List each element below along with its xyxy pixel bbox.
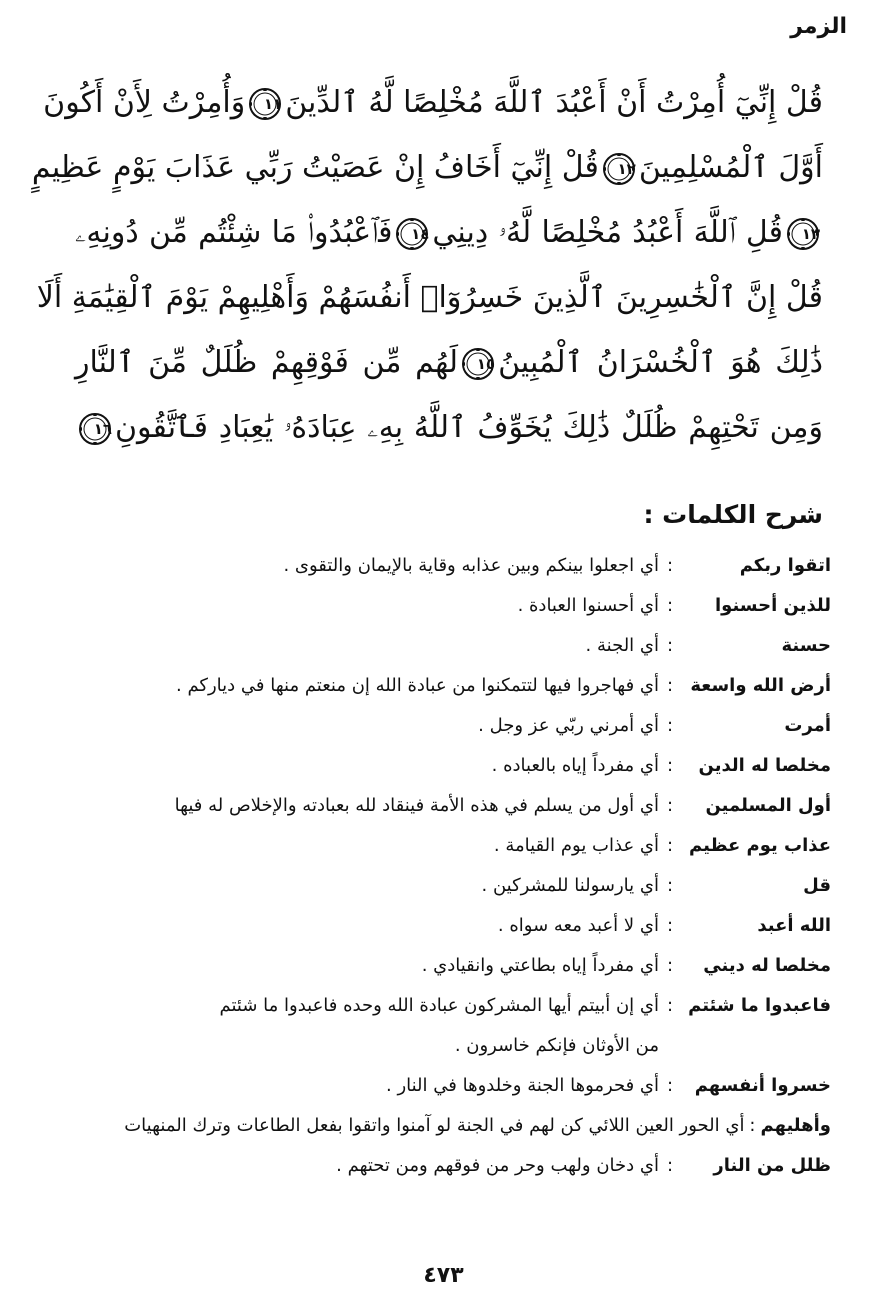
glossary-list [51,546,831,1186]
glossary-entry [51,866,831,906]
separator-colon: : [666,875,674,896]
verse-text: قُلْ إِنِّيٓ أَخَافُ إِنْ عَصَيْتُ رَبِّي عَذَابَ يَوْمٍ عَظِيمٍ [31,150,599,185]
glossary-definition: أي مفرداً إياه بطاعتي وانقيادي . [421,955,659,976]
glossary-definition: أي الجنة . [585,635,659,656]
verse-text: قُلْ إِنَّ ٱلْخَٰسِرِينَ ٱلَّذِينَ خَسِرُوٓا۟ أَنفُسَهُمْ وَأَهْلِيهِمْ يَوْمَ ٱلْقِيَٰمَةِ أَلَا [36,280,823,315]
glossary-entry [51,546,831,586]
glossary-entry [51,1146,831,1186]
separator-colon: : [666,715,674,736]
ayah-number-marker [786,217,820,251]
glossary-definition: أي فهاجروا فيها لتتمكنوا من عبادة الله إن منعتم منها في دياركم . [176,675,659,696]
verse-text: وَأُمِرْتُ لِأَنْ أَكُونَ [43,85,246,120]
separator-colon: : [666,675,674,696]
verse-line [36,265,823,330]
verse-text: قُلِ ٱللَّهَ أَعْبُدُ مُخْلِصًا لَّهُۥ دِينِي [432,215,783,250]
page-number: ٤٧٣ [423,1263,464,1288]
ayah-number-marker [395,217,429,251]
verse-line [75,200,823,265]
verse-line [75,330,823,395]
glossary-term: أول المسلمين [705,795,831,816]
glossary-definition: أي فحرموها الجنة وخلدوها في النار . [386,1075,659,1096]
glossary-term: خسروا أنفسهم [694,1075,831,1096]
glossary-entry [51,706,831,746]
verse-text: وَمِن تَحْتِهِمْ ظُلَلٌ ذَٰلِكَ يُخَوِّفُ ٱللَّهُ بِهِۦ عِبَادَهُۥ يَٰعِبَادِ فَٱتَّقُونِ [115,410,823,445]
separator-colon: : [666,955,674,976]
ayah-number-marker [461,347,495,381]
glossary-term: مخلصا له ديني [703,955,831,976]
glossary-term: قل [803,875,831,896]
verse-text: أَوَّلَ ٱلْمُسْلِمِينَ [638,150,823,185]
glossary-term: وأهليهم [760,1115,831,1136]
verse-text: لَهُم مِّن فَوْقِهِمْ ظُلَلٌ مِّنَ ٱلنَّارِ [75,345,459,380]
surah-name: الزمر [790,14,847,39]
glossary-term: أمرت [784,715,831,736]
separator-colon: : [666,635,674,656]
ayah-number: ١٣ [801,224,820,243]
glossary-term: أرض الله واسعة [690,675,831,696]
glossary-entry [51,626,831,666]
separator-colon: : [666,915,674,936]
glossary-term: ظلل من النار [713,1155,831,1176]
separator-colon: : [666,555,674,576]
glossary-definition: أي لا أعبد معه سواه . [497,915,659,936]
verse-text: قُلْ إِنِّيٓ أُمِرْتُ أَنْ أَعْبُدَ ٱللَّهَ مُخْلِصًا لَّهُ ٱلدِّينَ [285,85,823,120]
verse-text: ذَٰلِكَ هُوَ ٱلْخُسْرَانُ ٱلْمُبِينُ [498,345,823,380]
separator-colon: : [666,595,674,616]
separator-colon: : [666,755,674,776]
glossary-entry [51,586,831,626]
ayah-number: ١٥ [476,354,496,373]
glossary-definition: أي دخان ولهب وحر من فوقهم ومن تحتهم . [336,1155,659,1176]
ayah-number: ١٤ [411,224,430,243]
glossary-entry [51,946,831,986]
glossary-definition: أي الحور العين اللائي كن لهم في الجنة لو آمنوا واتقوا بفعل الطاعات وترك المنهيات [124,1115,745,1136]
verse-line [75,395,823,460]
ayah-number-marker [248,87,282,121]
glossary-definition: أي عذاب يوم القيامة . [493,835,659,856]
glossary-entry [51,906,831,946]
glossary-entry [51,746,831,786]
glossary-definition: أي أمرني ربّي عز وجل . [478,715,659,736]
ayah-number-marker [602,152,636,186]
ayah-number: ١٦ [93,419,112,438]
glossary-definition: أي مفرداً إياه بالعباده . [491,755,659,776]
glossary-entry [51,826,831,866]
ayah-number-marker [78,412,112,446]
glossary-term: حسنة [781,635,831,656]
verse-text: فَٱعْبُدُوا۟ مَا شِئْتُم مِّن دُونِهِۦ [75,215,393,250]
glossary-term: للذين أحسنوا [715,595,831,616]
glossary-definition: أي أول من يسلم في هذه الأمة فينقاد لله بعبادته والإخلاص له فيها [174,795,659,816]
separator-colon: : [666,795,674,816]
glossary-entry [51,786,831,826]
separator-colon: : [666,1155,674,1176]
separator-colon: : [666,835,674,856]
glossary-entry [51,1066,831,1106]
glossary-term: اتقوا ربكم [739,555,831,576]
glossary-definition: أي إن أبيتم أيها المشركون عبادة الله وحده فاعبدوا ما شئتم [219,995,659,1016]
glossary-entry [51,666,831,706]
glossary-definition: أي اجعلوا بينكم وبين عذابه وقاية بالإيمان والتقوى . [283,555,659,576]
glossary-definition: أي يارسولنا للمشركين . [481,875,659,896]
ayah-number: ١١ [263,94,283,113]
glossary-entry [51,986,831,1026]
glossary-term: عذاب يوم عظيم [688,835,831,856]
separator-colon: : [666,995,674,1016]
glossary-term: مخلصا له الدين [698,755,831,776]
quran-verses [31,70,823,460]
glossary-term: الله أعبد [757,915,831,936]
separator-colon: : [749,1115,756,1136]
verse-line [43,70,823,135]
ayah-number: ١٢ [617,159,636,178]
glossary-definition-continuation: من الأوثان فإنكم خاسرون . [454,1035,659,1056]
glossary-entry [51,1106,831,1146]
verse-line [31,135,823,200]
glossary-heading: شرح الكلمات : [643,500,823,529]
glossary-term: فاعبدوا ما شئتم [688,995,831,1016]
separator-colon: : [666,1075,674,1096]
glossary-definition: أي أحسنوا العبادة . [517,595,659,616]
